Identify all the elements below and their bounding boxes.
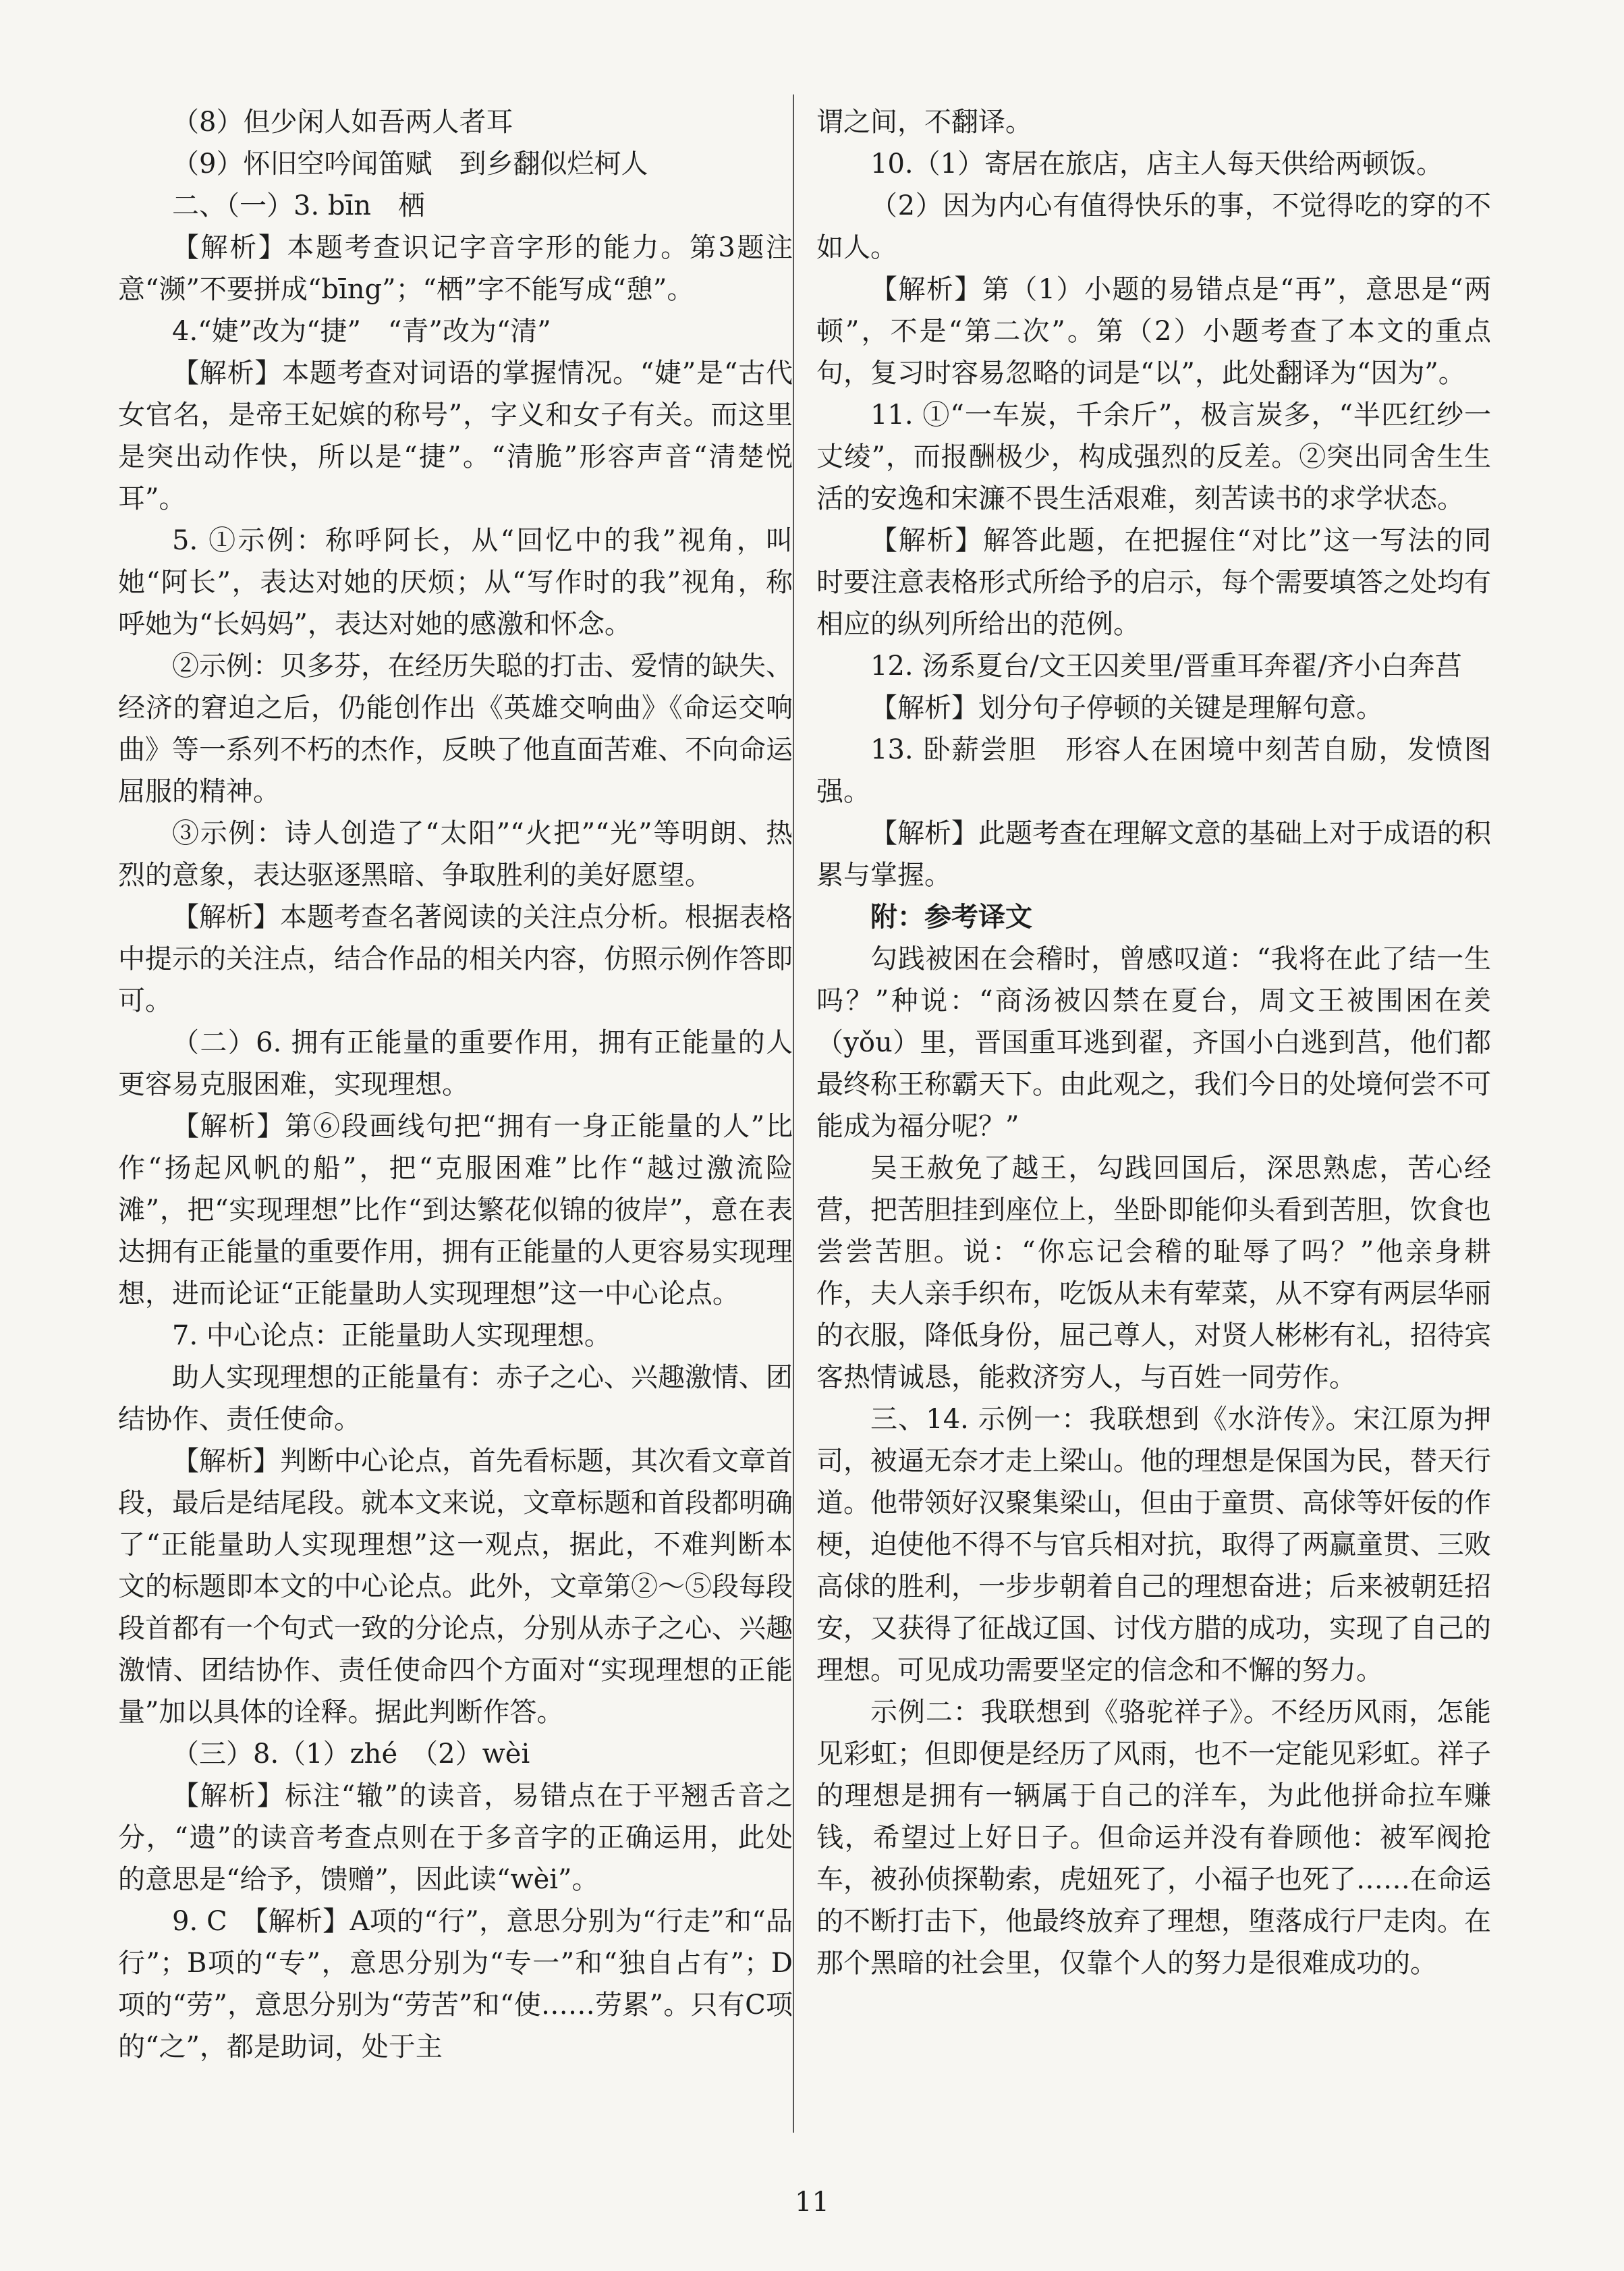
answer-paragraph: 11. ①“一车炭，千余斤”，极言炭多，“半匹红纱一丈绫”，而报酬极少，构成强烈的反差。②突出同舍生生活的安逸和宋濂不畏生活艰难，刻苦读书的求学状态。: [816, 400, 1491, 514]
page-number: 11: [795, 2187, 829, 2218]
answer-line: （三）8.（1）zhé （2）wèi: [172, 1739, 530, 1770]
answer-line: 10.（1）寄居在旅店，店主人每天供给两顿饭。: [870, 148, 1444, 180]
left-column: [118, 101, 793, 2068]
answer-paragraph: ②示例：贝多芬，在经历失聪的打击、爱情的缺失、经济的窘迫之后，仍能创作出《英雄交响曲》《命运交响曲》等一系列不朽的杰作，反映了他直面苦难、不向命运屈服的精神。: [118, 651, 793, 807]
analysis-paragraph: 【解析】解答此题，在把握住“对比”这一写法的同时要注意表格形式所给予的启示，每个需要填答之处均有相应的纵列所给出的范例。: [816, 525, 1491, 640]
answer-line: 12. 汤系夏台/文王囚羑里/晋重耳奔翟/齐小白奔莒: [870, 651, 1462, 682]
answer-paragraph: 13. 卧薪尝胆 形容人在困境中刻苦自励，发愤图强。: [816, 734, 1491, 807]
right-column: [816, 101, 1491, 1984]
answer-line: （9）怀旧空吟闻笛赋 到乡翻似烂柯人: [172, 148, 648, 180]
analysis-paragraph: 【解析】标注“辙”的读音，易错点在于平翘舌音之分，“遗”的读音考查点则在于多音字的正确运用，此处的意思是“给予，馈赠”，因此读“wèi”。: [118, 1780, 793, 1895]
answer-paragraph: ③示例：诗人创造了“太阳”“火把”“光”等明朗、热烈的意象，表达驱逐黑暗、争取胜利的美好愿望。: [118, 818, 793, 891]
translation-paragraph: 勾践被困在会稽时，曾感叹道：“我将在此了结一生吗？”种说：“商汤被囚禁在夏台，周文王被围困在羑（yǒu）里，晋国重耳逃到翟，齐国小白逃到莒，他们都最终称王称霸天下。由此观之，我们今日的处境何尝不可能成为福分呢？”: [816, 943, 1491, 1142]
answer-line: 二、（一）3. bīn 栖: [172, 190, 426, 221]
analysis-paragraph: 【解析】本题考查名著阅读的关注点分析。根据表格中提示的关注点，结合作品的相关内容，仿照示例作答即可。: [118, 902, 793, 1016]
answer-line: 谓之间，不翻译。: [816, 107, 1032, 138]
analysis-paragraph: 【解析】判断中心论点，首先看标题，其次看文章首段，最后是结尾段。就本文来说，文章标题和首段都明确了“正能量助人实现理想”这一观点，据此，不难判断本文的标题即本文的中心论点。此外，文章第②～⑤段每段段首都有一个句式一致的分论点，分别从赤子之心、兴趣激情、团结协作、责任使命四个方面对“实现理想的正能量”加以具体的诠释。据此判断作答。: [118, 1446, 793, 1728]
answer-paragraph: 三、14. 示例一：我联想到《水浒传》。宋江原为押司，被逼无奈才走上梁山。他的理想是保国为民，替天行道。他带领好汉聚集梁山，但由于童贯、高俅等奸佞的作梗，迫使他不得不与官兵相对抗，取得了两赢童贯、三败高俅的胜利，一步步朝着自己的理想奋进；后来被朝廷招安，又获得了征战辽国、讨伐方腊的成功，实现了自己的理想。可见成功需要坚定的信念和不懈的努力。: [816, 1404, 1491, 1686]
answer-paragraph: （二）6. 拥有正能量的重要作用，拥有正能量的人更容易克服困难，实现理想。: [118, 1027, 793, 1100]
analysis-paragraph: 【解析】第（1）小题的易错点是“再”，意思是“两顿”，不是“第二次”。第（2）小题考查了本文的重点句，复习时容易忽略的词是“以”，此处翻译为“因为”。: [816, 274, 1491, 389]
translation-paragraph: 吴王赦免了越王，勾践回国后，深思熟虑，苦心经营，把苦胆挂到座位上，坐卧即能仰头看到苦胆，饮食也尝尝苦胆。说：“你忘记会稽的耻辱了吗？”他亲身耕作，夫人亲手织布，吃饭从未有荤菜，从不穿有两层华丽的衣服，降低身份，屈己尊人，对贤人彬彬有礼，招待宾客热情诚恳，能救济穷人，与百姓一同劳作。: [816, 1153, 1491, 1393]
analysis-paragraph: 【解析】此题考查在理解文意的基础上对于成语的积累与掌握。: [816, 818, 1491, 891]
section-heading: 附：参考译文: [870, 901, 1032, 933]
analysis-paragraph: 【解析】第⑥段画线句把“拥有一身正能量的人”比作“扬起风帆的船”，把“克服困难”比作“越过激流险滩”，把“实现理想”比作“到达繁花似锦的彼岸”，意在表达拥有正能量的重要作用，拥有正能量的人更容易实现理想，进而论证“正能量助人实现理想”这一中心论点。: [118, 1111, 793, 1309]
answer-line: 4.“婕”改为“捷” “青”改为“清”: [172, 316, 551, 347]
column-divider: [793, 94, 794, 2133]
answer-line: 7. 中心论点：正能量助人实现理想。: [172, 1320, 611, 1351]
analysis-paragraph: 【解析】划分句子停顿的关键是理解句意。: [870, 692, 1383, 723]
answer-paragraph: 5. ①示例：称呼阿长，从“回忆中的我”视角，叫她“阿长”，表达对她的厌烦；从“写作时的我”视角，称呼她为“长妈妈”，表达对她的感激和怀念。: [118, 525, 793, 640]
answer-line: （8）但少闲人如吾两人者耳: [172, 107, 513, 138]
answer-paragraph: （2）因为内心有值得快乐的事，不觉得吃的穿的不如人。: [816, 190, 1491, 263]
analysis-paragraph: 【解析】本题考查识记字音字形的能力。第3题注意“濒”不要拼成“bīng”；“栖”字不能写成“憩”。: [118, 232, 793, 305]
analysis-paragraph: 【解析】本题考查对词语的掌握情况。“婕”是“古代女官名，是帝王妃嫔的称号”，字义和女子有关。而这里是突出动作快，所以是“捷”。“清脆”形容声音“清楚悦耳”。: [118, 358, 793, 514]
answer-paragraph: 9. C 【解析】A项的“行”，意思分别为“行走”和“品行”；B项的“专”，意思分别为“专一”和“独自占有”；D项的“劳”，意思分别为“劳苦”和“使……劳累”。只有C项的“之”，都是助词，处于主: [118, 1906, 793, 2062]
answer-paragraph: 助人实现理想的正能量有：赤子之心、兴趣激情、团结协作、责任使命。: [118, 1362, 793, 1435]
answer-paragraph: 示例二：我联想到《骆驼祥子》。不经历风雨，怎能见彩虹；但即便是经历了风雨，也不一定能见彩虹。祥子的理想是拥有一辆属于自己的洋车，为此他拼命拉车赚钱，希望过上好日子。但命运并没有眷顾他：被军阀抢车，被孙侦探勒索，虎妞死了，小福子也死了……在命运的不断打击下，他最终放弃了理想，堕落成行尸走肉。在那个黑暗的社会里，仅靠个人的努力是很难成功的。: [816, 1697, 1491, 1979]
